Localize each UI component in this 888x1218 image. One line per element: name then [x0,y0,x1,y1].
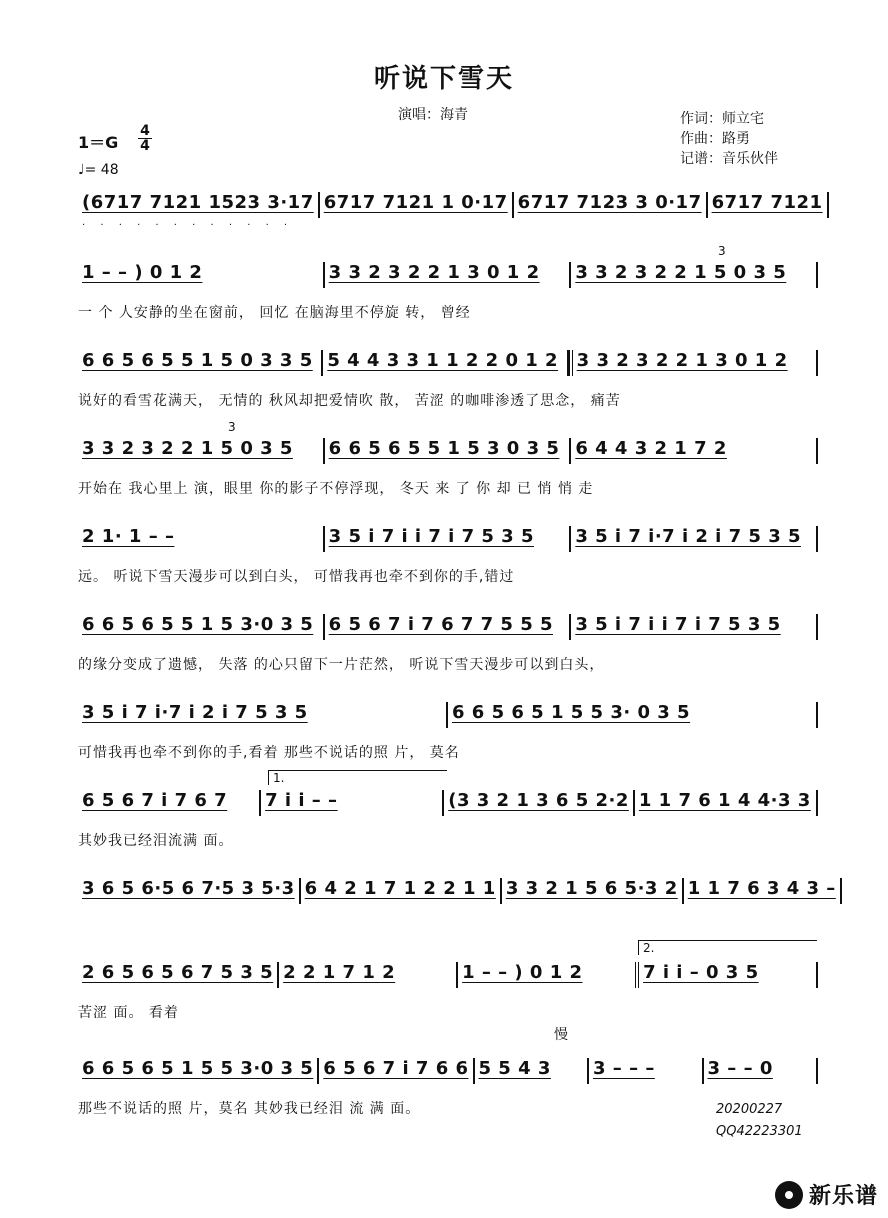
transcription-date: 20200227 [716,1102,783,1117]
lyrics-line: 其妙我已经泪流满 面。 [78,833,234,849]
notes-row [78,702,818,728]
notes-row [78,790,818,816]
measure: 2 1· 1 – – [78,526,325,552]
time-signature [138,124,152,153]
measure: 3 5 i 7 i i 7 i 7 5 3 5 [325,526,572,552]
measure: 2 2 1 7 1 2 [279,962,458,988]
tempo-marking: ♩= 48 [78,162,119,178]
measure: 6 4 4 3 2 1 7 2 [571,438,818,464]
measure: 5 4 4 3 3 1 1 2 2 0 1 2 [323,350,568,376]
measure: 6 6 5 6 5 1 5 5 3· 0 3 5 [448,702,818,728]
measure: 5 5 4 3 [475,1058,590,1084]
lyrics-line: 开始在 我心里上 演，眼里 你的影子不停浮现， 冬天 来 了 你 却 已 悄 悄 走 [78,481,594,497]
notes-row [78,962,818,988]
score-system-3 [78,350,818,410]
measure: 3 6 5 6·5 6 7·5 3 5·3 [78,878,301,904]
notes-row [78,438,818,464]
measure: 7 i i – 0 3 5 [639,962,818,988]
lyrics-line: 的缘分变成了遗憾， 失落 的心只留下一片茫然， 听说下雪天漫步可以到白头， [78,657,605,673]
measure: 3 5 i 7 i·7 i 2 i 7 5 3 5 [571,526,818,552]
song-title: 听说下雪天 [373,64,514,94]
triplet-mark: 3 [228,420,236,434]
score-system-7 [78,702,818,762]
measure: 6 4 2 1 7 1 2 2 1 1 [301,878,502,904]
singer-credit: 演唱：海青 [398,107,468,123]
record-disc-icon [775,1181,803,1209]
score-system-9 [78,878,836,918]
octave-dots: · · · · · · · · · · · · [82,220,294,231]
measure: 1 1 7 6 3 4 3 – [684,878,842,904]
measure: 1 – – ) 0 1 2 [78,262,325,288]
notes-row [78,350,818,376]
measure: 7 i i – – [261,790,444,816]
lyrics-line: 苦涩 面。 看着 [78,1005,179,1021]
measure: 3 3 2 3 2 2 1 5 0 3 5 [78,438,325,464]
tempo-slow-mark: 慢 [554,1027,568,1043]
notes-row [78,192,823,218]
score-system-4 [78,420,818,498]
measure: 2 6 5 6 5 6 7 5 3 5 [78,962,279,988]
measure: 3 – – 0 [704,1058,819,1084]
measure: 3 3 2 1 5 6 5·3 2 [502,878,684,904]
measure: 6 5 6 7 i 7 6 7 [78,790,261,816]
measure: 6 6 5 6 5 1 5 5 3·0 3 5 [78,1058,319,1084]
notes-row [78,1058,818,1084]
score-system-10 [78,941,818,1022]
logo-text: 新乐谱 [808,1184,878,1209]
time-signature-top: 4 [140,123,150,139]
notes-row [78,878,836,904]
measure: 1 – – ) 0 1 2 [458,962,639,988]
measure: 6717 7121 [708,192,829,218]
measure: 3 – – – [589,1058,704,1084]
score-system-1 [78,192,823,252]
key-signature: 1＝G [78,133,119,152]
lyrics-line: 可惜我再也牵不到你的手,看着 那些不说话的照 片， 莫名 [78,745,460,761]
measure: 6717 7123 3 0·17 [514,192,708,218]
score-system-5 [78,526,818,586]
composer-credit: 作曲：路勇 [680,131,750,147]
notes-row [78,614,818,640]
measure: 6 6 5 6 5 5 1 5 3 0 3 5 [325,438,572,464]
lyricist-credit: 作词：师立宅 [680,111,764,127]
notes-row [78,526,818,552]
volta-second-ending: 2. [638,940,817,955]
score-system-6 [78,614,818,674]
score-system-11 [78,1027,818,1118]
score-system-2 [78,244,818,322]
lyrics-line: 说好的看雪花满天， 无情的 秋风却把爱情吹 散， 苦涩 的咖啡渗透了思念， 痛苦 [78,393,621,409]
measure: 6 5 6 7 i 7 6 7 7 5 5 5 [325,614,572,640]
lyrics-line: 一 个 人安静的坐在窗前， 回忆 在脑海里不停旋 转， 曾经 [78,305,471,321]
measure: 3 5 i 7 i·7 i 2 i 7 5 3 5 [78,702,448,728]
measure: 6 6 5 6 5 5 1 5 0 3 3 5 [78,350,323,376]
measure: 6 5 6 7 i 7 6 6 [319,1058,474,1084]
measure: 6 6 5 6 5 5 1 5 3·0 3 5 [78,614,325,640]
lyrics-line: 远。 听说下雪天漫步可以到白头， 可惜我再也牵不到你的手,错过 [78,569,515,585]
measure: 6717 7121 1 0·17 [320,192,514,218]
measure: (6717 7121 1523 3·17 [78,192,320,218]
measure: 3 3 2 3 2 2 1 3 0 1 2 [325,262,572,288]
measure: 3 5 i 7 i i 7 i 7 5 3 5 [571,614,818,640]
score-system-8 [78,771,818,850]
volta-first-ending: 1. [268,770,447,785]
measure: 3 3 2 3 2 2 1 3 0 1 2 [569,350,818,376]
site-logo [775,1179,878,1210]
triplet-mark: 3 [718,244,726,258]
measure: 3 3 2 3 2 2 1 5 0 3 5 [571,262,818,288]
measure: (3 3 2 1 3 6 5 2·2 [444,790,635,816]
transcriber-credit: 记谱：音乐伙伴 [680,151,778,167]
time-signature-bottom: 4 [138,138,152,153]
notes-row [78,262,818,288]
transcriber-qq: QQ42223301 [716,1124,803,1139]
lyrics-line: 那些不说话的照 片，莫名 其妙我已经泪 流 满 面。 [78,1101,421,1117]
measure: 1 1 7 6 1 4 4·3 3 [635,790,818,816]
